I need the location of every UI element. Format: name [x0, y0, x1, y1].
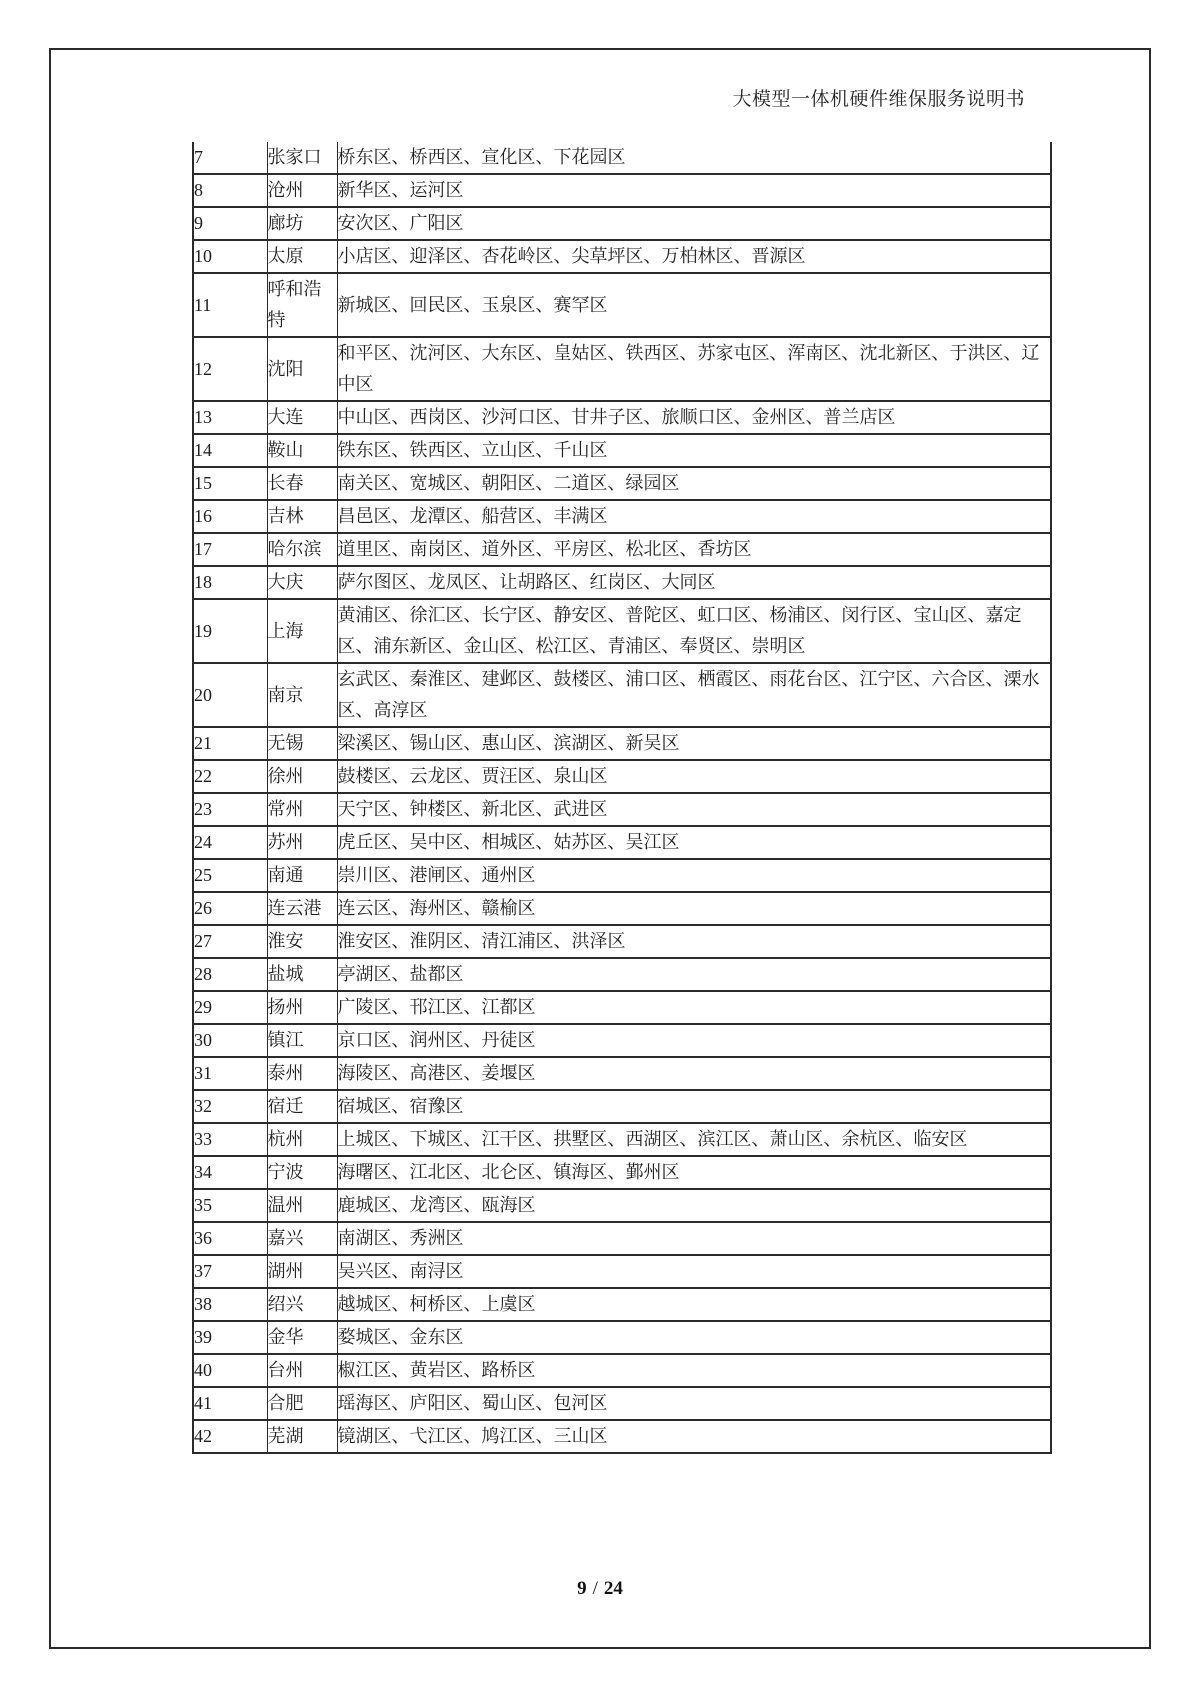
cell-row-number: 28 [193, 958, 267, 991]
cell-district-list: 新城区、回民区、玉泉区、赛罕区 [337, 273, 1051, 337]
table-row [193, 401, 1051, 434]
cell-row-number: 19 [193, 599, 267, 663]
cell-city-name: 上海 [267, 599, 337, 663]
cell-city-name: 绍兴 [267, 1288, 337, 1321]
table-row [193, 663, 1051, 727]
footer-total-pages: 24 [603, 1578, 623, 1599]
cell-district-list: 鹿城区、龙湾区、瓯海区 [337, 1189, 1051, 1222]
table-row [193, 1024, 1051, 1057]
footer-current-page: 9 [577, 1578, 587, 1599]
cell-district-list: 越城区、柯桥区、上虞区 [337, 1288, 1051, 1321]
cell-city-name: 淮安 [267, 925, 337, 958]
table-row [193, 1156, 1051, 1189]
table-row [193, 892, 1051, 925]
cell-row-number: 32 [193, 1090, 267, 1123]
table-row [193, 174, 1051, 207]
cell-district-list: 椒江区、黄岩区、路桥区 [337, 1354, 1051, 1387]
cell-row-number: 29 [193, 991, 267, 1024]
cell-district-list: 淮安区、淮阴区、清江浦区、洪泽区 [337, 925, 1051, 958]
cell-city-name: 沧州 [267, 174, 337, 207]
table-row [193, 925, 1051, 958]
table-row [193, 142, 1051, 174]
footer-separator: / [592, 1578, 598, 1599]
cell-row-number: 13 [193, 401, 267, 434]
cell-city-name: 苏州 [267, 826, 337, 859]
header-title: 大模型一体机硬件维保服务说明书 [732, 89, 1025, 110]
cell-district-list: 上城区、下城区、江干区、拱墅区、西湖区、滨江区、萧山区、余杭区、临安区 [337, 1123, 1051, 1156]
cell-city-name: 哈尔滨 [267, 533, 337, 566]
table-row [193, 727, 1051, 760]
cell-city-name: 鞍山 [267, 434, 337, 467]
cell-district-list: 虎丘区、吴中区、相城区、姑苏区、吴江区 [337, 826, 1051, 859]
table-row [193, 760, 1051, 793]
table-row [193, 1354, 1051, 1387]
cell-district-list: 铁东区、铁西区、立山区、千山区 [337, 434, 1051, 467]
cell-row-number: 39 [193, 1321, 267, 1354]
cell-row-number: 41 [193, 1387, 267, 1420]
cell-row-number: 23 [193, 793, 267, 826]
cell-row-number: 40 [193, 1354, 267, 1387]
cell-district-list: 亭湖区、盐都区 [337, 958, 1051, 991]
table-row [193, 1387, 1051, 1420]
cell-district-list: 安次区、广阳区 [337, 207, 1051, 240]
table-row [193, 207, 1051, 240]
cell-row-number: 25 [193, 859, 267, 892]
table-row [193, 533, 1051, 566]
cell-district-list: 中山区、西岗区、沙河口区、甘井子区、旅顺口区、金州区、普兰店区 [337, 401, 1051, 434]
table-row [193, 859, 1051, 892]
table-row [193, 1057, 1051, 1090]
table-row [193, 1090, 1051, 1123]
cell-row-number: 34 [193, 1156, 267, 1189]
cell-row-number: 42 [193, 1420, 267, 1453]
cell-city-name: 合肥 [267, 1387, 337, 1420]
cell-city-name: 太原 [267, 240, 337, 273]
cell-city-name: 台州 [267, 1354, 337, 1387]
cell-row-number: 33 [193, 1123, 267, 1156]
cell-row-number: 20 [193, 663, 267, 727]
cell-district-list: 南关区、宽城区、朝阳区、二道区、绿园区 [337, 467, 1051, 500]
cell-row-number: 31 [193, 1057, 267, 1090]
table-row [193, 467, 1051, 500]
cell-city-name: 嘉兴 [267, 1222, 337, 1255]
cell-row-number: 37 [193, 1255, 267, 1288]
table-row [193, 566, 1051, 599]
table-row [193, 793, 1051, 826]
cell-city-name: 大庆 [267, 566, 337, 599]
cell-city-name: 湖州 [267, 1255, 337, 1288]
cell-row-number: 9 [193, 207, 267, 240]
table-row [193, 599, 1051, 663]
cell-city-name: 徐州 [267, 760, 337, 793]
cell-district-list: 连云区、海州区、赣榆区 [337, 892, 1051, 925]
cell-district-list: 萨尔图区、龙凤区、让胡路区、红岗区、大同区 [337, 566, 1051, 599]
table-row [193, 1222, 1051, 1255]
cell-row-number: 17 [193, 533, 267, 566]
cell-district-list: 梁溪区、锡山区、惠山区、滨湖区、新吴区 [337, 727, 1051, 760]
cell-row-number: 7 [193, 142, 267, 174]
table-row [193, 1288, 1051, 1321]
cell-district-list: 和平区、沈河区、大东区、皇姑区、铁西区、苏家屯区、浑南区、沈北新区、于洪区、辽中区 [337, 337, 1051, 401]
districts-table-body [193, 142, 1051, 1453]
cell-district-list: 鼓楼区、云龙区、贾汪区、泉山区 [337, 760, 1051, 793]
cell-row-number: 38 [193, 1288, 267, 1321]
cell-row-number: 24 [193, 826, 267, 859]
cell-district-list: 京口区、润州区、丹徒区 [337, 1024, 1051, 1057]
cell-district-list: 天宁区、钟楼区、新北区、武进区 [337, 793, 1051, 826]
cell-district-list: 玄武区、秦淮区、建邺区、鼓楼区、浦口区、栖霞区、雨花台区、江宁区、六合区、溧水区、高淳区 [337, 663, 1051, 727]
cell-city-name: 常州 [267, 793, 337, 826]
cell-city-name: 宁波 [267, 1156, 337, 1189]
cell-row-number: 30 [193, 1024, 267, 1057]
cell-city-name: 泰州 [267, 1057, 337, 1090]
cell-row-number: 11 [193, 273, 267, 337]
cell-district-list: 新华区、运河区 [337, 174, 1051, 207]
cell-row-number: 15 [193, 467, 267, 500]
cell-district-list: 婺城区、金东区 [337, 1321, 1051, 1354]
cell-city-name: 芜湖 [267, 1420, 337, 1453]
cell-city-name: 沈阳 [267, 337, 337, 401]
cell-row-number: 36 [193, 1222, 267, 1255]
table-row [193, 1321, 1051, 1354]
cell-city-name: 扬州 [267, 991, 337, 1024]
cell-row-number: 35 [193, 1189, 267, 1222]
cell-district-list: 海陵区、高港区、姜堰区 [337, 1057, 1051, 1090]
table-row [193, 826, 1051, 859]
table-row [193, 1189, 1051, 1222]
cell-row-number: 27 [193, 925, 267, 958]
table-row [193, 1123, 1051, 1156]
cell-city-name: 南通 [267, 859, 337, 892]
table-row [193, 1255, 1051, 1288]
cell-city-name: 宿迁 [267, 1090, 337, 1123]
cell-city-name: 长春 [267, 467, 337, 500]
cell-city-name: 吉林 [267, 500, 337, 533]
cell-city-name: 连云港 [267, 892, 337, 925]
cell-district-list: 瑶海区、庐阳区、蜀山区、包河区 [337, 1387, 1051, 1420]
cell-row-number: 26 [193, 892, 267, 925]
districts-table [192, 142, 1052, 1454]
cell-row-number: 16 [193, 500, 267, 533]
cell-district-list: 小店区、迎泽区、杏花岭区、尖草坪区、万柏林区、晋源区 [337, 240, 1051, 273]
cell-city-name: 大连 [267, 401, 337, 434]
cell-row-number: 21 [193, 727, 267, 760]
table-row [193, 337, 1051, 401]
cell-district-list: 道里区、南岗区、道外区、平房区、松北区、香坊区 [337, 533, 1051, 566]
cell-row-number: 14 [193, 434, 267, 467]
cell-district-list: 镜湖区、弋江区、鸠江区、三山区 [337, 1420, 1051, 1453]
table-row [193, 500, 1051, 533]
cell-district-list: 南湖区、秀洲区 [337, 1222, 1051, 1255]
cell-city-name: 镇江 [267, 1024, 337, 1057]
cell-district-list: 黄浦区、徐汇区、长宁区、静安区、普陀区、虹口区、杨浦区、闵行区、宝山区、嘉定区、浦东新区、金山区、松江区、青浦区、奉贤区、崇明区 [337, 599, 1051, 663]
cell-city-name: 金华 [267, 1321, 337, 1354]
table-row [193, 434, 1051, 467]
cell-district-list: 桥东区、桥西区、宣化区、下花园区 [337, 142, 1051, 174]
cell-district-list: 海曙区、江北区、北仑区、镇海区、鄞州区 [337, 1156, 1051, 1189]
table-row [193, 991, 1051, 1024]
cell-city-name: 盐城 [267, 958, 337, 991]
cell-city-name: 无锡 [267, 727, 337, 760]
cell-district-list: 昌邑区、龙潭区、船营区、丰满区 [337, 500, 1051, 533]
table-row [193, 240, 1051, 273]
cell-city-name: 杭州 [267, 1123, 337, 1156]
cell-city-name: 温州 [267, 1189, 337, 1222]
cell-city-name: 南京 [267, 663, 337, 727]
cell-row-number: 8 [193, 174, 267, 207]
cell-city-name: 张家口 [267, 142, 337, 174]
cell-district-list: 吴兴区、南浔区 [337, 1255, 1051, 1288]
cell-row-number: 22 [193, 760, 267, 793]
cell-row-number: 10 [193, 240, 267, 273]
cell-row-number: 12 [193, 337, 267, 401]
cell-district-list: 广陵区、邗江区、江都区 [337, 991, 1051, 1024]
cell-row-number: 18 [193, 566, 267, 599]
cell-district-list: 崇川区、港闸区、通州区 [337, 859, 1051, 892]
cell-city-name: 呼和浩特 [267, 273, 337, 337]
cell-city-name: 廊坊 [267, 207, 337, 240]
footer-page-number [0, 1578, 1200, 1600]
table-row [193, 1420, 1051, 1453]
table-row [193, 958, 1051, 991]
table-row [193, 273, 1051, 337]
cell-district-list: 宿城区、宿豫区 [337, 1090, 1051, 1123]
